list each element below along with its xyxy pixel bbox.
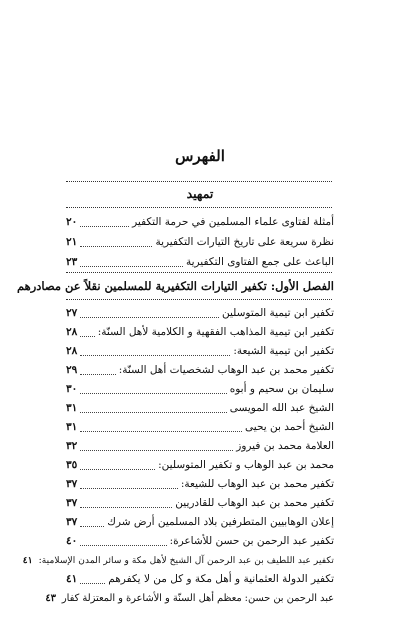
dot-leader xyxy=(80,385,226,394)
entry-title: تكفير ابن تيمية الشيعة: xyxy=(233,345,334,357)
entry-page: ٣٧ xyxy=(66,497,78,509)
entry-title: سليمان بن سحيم و أبوه xyxy=(229,383,334,395)
toc-entry xyxy=(66,571,334,587)
divider xyxy=(66,272,332,273)
entry-page: ٢٣ xyxy=(66,256,78,268)
dot-leader xyxy=(80,480,178,489)
entry-title: تكفير ابن تيمية المذاهب الفقهية و الكلامية لأهل السنّة: xyxy=(97,326,334,338)
toc-entry xyxy=(66,476,334,492)
dot-leader xyxy=(80,518,104,527)
entry-page: ٣١ xyxy=(66,421,78,433)
divider xyxy=(66,181,332,182)
entry-page: ٢١ xyxy=(66,236,78,248)
toc-entry xyxy=(66,234,334,250)
toc-entry xyxy=(66,362,334,378)
entry-page: ٣٠ xyxy=(66,383,78,395)
toc-entry xyxy=(66,343,334,359)
toc-entry xyxy=(45,590,334,606)
entry-title: أمثلة لفتاوى علماء المسلمين في حرمة التكفير xyxy=(132,216,334,228)
entry-title: نظرة سريعة على تاريخ التيارات التكفيرية xyxy=(155,236,334,248)
dot-leader xyxy=(80,218,129,227)
entry-page: ٤٣ xyxy=(45,592,56,604)
toc-entry xyxy=(66,495,334,511)
entry-title: إعلان الوهابيين المتطرفين بلاد المسلمين أرض شرك xyxy=(107,516,334,528)
entry-title: تكفير عبد اللطيف بن عبد الرحمن آل الشيخ لأهل مكة و سائر المدن الإسلامية: xyxy=(38,554,334,566)
dot-leader xyxy=(80,258,183,267)
dot-leader xyxy=(80,238,152,247)
toc-entry xyxy=(66,457,334,473)
page-title: الفهرس xyxy=(175,147,225,165)
intro-heading: تمهيد xyxy=(186,186,214,201)
toc-entry xyxy=(66,438,334,454)
entry-page: ٣٥ xyxy=(66,459,78,471)
entry-page: ٢٨ xyxy=(66,345,78,357)
entry-page: ٢٧ xyxy=(66,307,78,319)
entry-title: العلامة محمد بن فيروز xyxy=(236,440,334,452)
entry-page: ٣١ xyxy=(66,402,78,414)
toc-entry xyxy=(66,514,334,530)
toc-entry xyxy=(22,552,334,568)
toc-entry xyxy=(66,419,334,435)
dot-leader xyxy=(80,442,233,451)
entry-title: تكفير عبد الرحمن بن حسن للأشاعرة: xyxy=(169,535,334,547)
divider xyxy=(66,207,332,208)
dot-leader xyxy=(80,309,219,318)
dot-leader xyxy=(80,575,105,584)
toc-entry xyxy=(66,305,334,321)
entry-title: تكفير محمد بن عبد الوهاب لشخصيات أهل السنّة: xyxy=(118,364,334,376)
entry-page: ٤١ xyxy=(66,573,78,585)
dot-leader xyxy=(80,461,155,470)
entry-page: ٣٢ xyxy=(66,440,78,452)
toc-entry xyxy=(66,324,334,340)
dot-leader xyxy=(80,366,115,375)
dot-leader xyxy=(80,347,230,356)
entry-page: ٢٠ xyxy=(66,216,78,228)
entry-page: ٤١ xyxy=(22,554,33,566)
dot-leader xyxy=(80,499,172,508)
entry-page: ٤٠ xyxy=(66,535,78,547)
dot-leader xyxy=(80,404,226,413)
entry-title: تكفير محمد بن عبد الوهاب للقادريين xyxy=(175,497,334,509)
divider xyxy=(66,299,332,300)
toc-entry xyxy=(66,214,334,230)
entry-title: عبد الرحمن بن حسن: معظم أهل السنّة و الأشاعرة و المعتزلة كفار xyxy=(61,592,334,604)
entry-page: ٣٧ xyxy=(66,516,78,528)
entry-title: الباعث على جمع الفتاوى التكفيرية xyxy=(185,256,334,268)
toc-entry xyxy=(66,254,334,270)
dot-leader xyxy=(80,328,94,337)
entry-title: محمد بن عبد الوهاب و تكفير المتوسلين: xyxy=(158,459,334,471)
entry-page: ٢٨ xyxy=(66,326,78,338)
toc-entry xyxy=(66,400,334,416)
entry-title: تكفير ابن تيمية المتوسلين xyxy=(221,307,334,319)
toc-entry xyxy=(66,381,334,397)
entry-page: ٢٩ xyxy=(66,364,78,376)
dot-leader xyxy=(80,423,242,432)
entry-title: تكفير الدولة العثمانية و أهل مكة و كل من لا يكفرهم xyxy=(108,573,334,585)
entry-title: تكفير محمد بن عبد الوهاب للشيعة: xyxy=(180,478,334,490)
dot-leader xyxy=(80,537,166,546)
entry-page: ٣٧ xyxy=(66,478,78,490)
entry-title: الشيخ عبد الله المويسى xyxy=(229,402,334,414)
entry-title: الشيخ أحمد بن يحيى xyxy=(245,421,334,433)
toc-entry xyxy=(66,533,334,549)
chapter-heading: الفصل الأول: تكفير التيارات التكفيرية للمسلمين نقلاً عن مصادرهم xyxy=(17,279,334,293)
